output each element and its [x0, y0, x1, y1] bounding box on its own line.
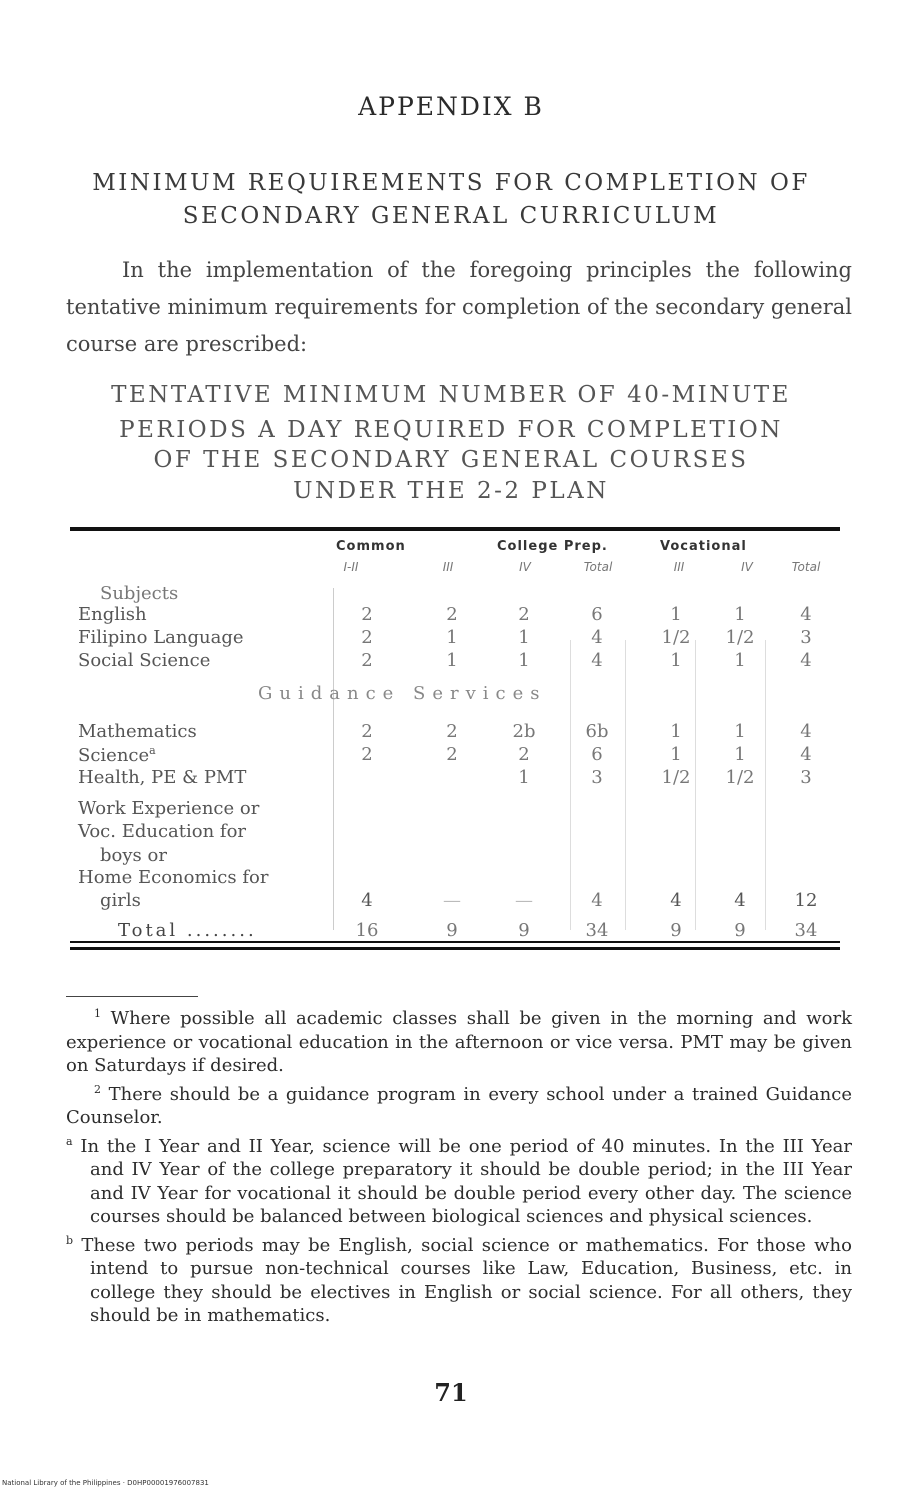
cell-total-college-total: 34: [585, 920, 609, 941]
work-label-line-5: girls: [100, 890, 141, 911]
cell-social-voc-total: 4: [800, 650, 812, 671]
cell-filipino-common-1-2: 2: [361, 627, 373, 648]
cell-health-college-total: 3: [591, 767, 603, 788]
cell-health-college-4: 1: [518, 767, 530, 788]
cell-math-college-total: 6b: [585, 721, 609, 742]
cell-filipino-college-4: 1: [518, 627, 530, 648]
work-label-line-3: boys or: [100, 845, 167, 866]
cell-science-common-1-2: 2: [361, 744, 373, 765]
cell-social-common-3: 1: [446, 650, 458, 671]
column-divider: [570, 640, 571, 930]
intro-paragraph: [66, 252, 852, 363]
cell-science-voc-4: 1: [734, 744, 746, 765]
footnote-1: [66, 1002, 852, 1078]
cell-work-voc-3: 4: [670, 890, 682, 911]
column-divider: [625, 640, 626, 930]
cell-health-voc-3: 1/2: [661, 767, 691, 788]
subhead-voc-3: III: [673, 560, 685, 574]
cell-science-college-4: 2: [518, 744, 530, 765]
footnote-a-mark: a: [66, 1134, 73, 1148]
cell-social-voc-4: 1: [734, 650, 746, 671]
row-label-english: English: [78, 604, 147, 625]
column-divider: [333, 588, 334, 930]
cell-work-common-1-2: 4: [361, 890, 373, 911]
footnote-2: [66, 1078, 852, 1130]
cell-work-college-4: —: [515, 890, 533, 911]
table-bottom-rule: [70, 941, 840, 943]
group-header-college-prep: College Prep.: [497, 539, 608, 554]
cell-english-common-1-2: 2: [361, 604, 373, 625]
cell-math-common-3: 2: [446, 721, 458, 742]
cell-filipino-college-total: 4: [591, 627, 603, 648]
cell-math-college-4: 2b: [512, 721, 536, 742]
cell-science-college-total: 6: [591, 744, 603, 765]
cell-english-common-3: 2: [446, 604, 458, 625]
cell-health-voc-4: 1/2: [725, 767, 755, 788]
footnote-2-text: There should be a guidance program in every school under a trained Guidance Counselor.: [66, 1083, 852, 1128]
cell-english-college-total: 6: [591, 604, 603, 625]
table-title-line-1: TENTATIVE MINIMUM NUMBER OF 40-MINUTE: [111, 382, 791, 408]
row-label-social-science: Social Science: [78, 650, 211, 671]
footnotes: [66, 1002, 852, 1328]
subjects-heading: Subjects: [100, 583, 179, 604]
footnote-b-mark: b: [66, 1233, 74, 1247]
science-footnote-mark: a: [149, 744, 156, 757]
cell-filipino-voc-total: 3: [800, 627, 812, 648]
row-label-science-text: Science: [78, 745, 150, 766]
footnote-a-text: In the I Year and II Year, science will be one period of 40 minutes. In the III Year and IV Year of the college preparatory it should be double period; in the III Year and IV Year for vocational it should be double period every other day. The science courses should be balanced between biological sciences and physical sciences.: [80, 1135, 852, 1227]
cell-social-common-1-2: 2: [361, 650, 373, 671]
column-divider: [765, 640, 766, 930]
row-label-science: [78, 744, 156, 766]
cell-total-college-4: 9: [518, 920, 530, 941]
work-label-line-2: Voc. Education for: [78, 821, 247, 842]
cell-work-common-3: —: [443, 890, 461, 911]
subhead-college-4: IV: [519, 560, 531, 574]
table-title-line-2: PERIODS A DAY REQUIRED FOR COMPLETION: [119, 417, 783, 443]
table-top-rule: [70, 527, 840, 531]
appendix-heading: APPENDIX B: [358, 92, 544, 121]
footnote-a: [66, 1130, 852, 1229]
cell-math-voc-3: 1: [670, 721, 682, 742]
cell-english-voc-3: 1: [670, 604, 682, 625]
intro-text: In the implementation of the foregoing principles the following tentative minimum requirements for completion of the secondary general course are prescribed:: [66, 258, 852, 356]
cell-work-voc-4: 4: [734, 890, 746, 911]
cell-total-common-1-2: 16: [355, 920, 379, 941]
subhead-college-total: Total: [583, 560, 613, 574]
cell-total-voc-4: 9: [734, 920, 746, 941]
row-label-mathematics: Mathematics: [78, 721, 197, 742]
footnote-1-mark: 1: [94, 1007, 101, 1020]
cell-social-voc-3: 1: [670, 650, 682, 671]
cell-math-common-1-2: 2: [361, 721, 373, 742]
work-label-line-4: Home Economics for: [78, 867, 269, 888]
cell-health-voc-total: 3: [800, 767, 812, 788]
cell-filipino-voc-4: 1/2: [725, 627, 755, 648]
cell-social-college-4: 1: [518, 650, 530, 671]
row-label-health-pe-pmt: Health, PE & PMT: [78, 767, 247, 788]
footnote-b: [66, 1229, 852, 1328]
table-bottom-rule-thick: [70, 947, 840, 950]
cell-total-voc-3: 9: [670, 920, 682, 941]
subhead-common-3: III: [442, 560, 454, 574]
cell-math-voc-4: 1: [734, 721, 746, 742]
cell-science-common-3: 2: [446, 744, 458, 765]
subhead-voc-4: IV: [741, 560, 753, 574]
main-title-line-1: MINIMUM REQUIREMENTS FOR COMPLETION OF: [92, 170, 810, 196]
cell-math-voc-total: 4: [800, 721, 812, 742]
group-header-common: Common: [336, 539, 406, 554]
main-title-line-2: SECONDARY GENERAL CURRICULUM: [182, 203, 720, 229]
cell-filipino-voc-3: 1/2: [661, 627, 691, 648]
cell-english-college-4: 2: [518, 604, 530, 625]
work-label-line-1: Work Experience or: [78, 798, 260, 819]
cell-total-voc-total: 34: [794, 920, 818, 941]
group-header-vocational: Vocational: [660, 539, 747, 554]
cell-filipino-common-3: 1: [446, 627, 458, 648]
cell-science-voc-3: 1: [670, 744, 682, 765]
cell-social-college-total: 4: [591, 650, 603, 671]
footnote-2-mark: 2: [94, 1082, 101, 1096]
cell-work-voc-total: 12: [794, 890, 818, 911]
cell-total-common-3: 9: [446, 920, 458, 941]
table-title-line-4: UNDER THE 2-2 PLAN: [293, 478, 609, 504]
footnote-1-text: Where possible all academic classes shall be given in the morning and work experience or vocational education in the afternoon or vice versa. PMT may be given on Saturdays if desired.: [66, 1008, 852, 1076]
table-title-line-3: OF THE SECONDARY GENERAL COURSES: [153, 447, 749, 473]
cell-science-voc-total: 4: [800, 744, 812, 765]
subhead-voc-total: Total: [791, 560, 821, 574]
guidance-services-row: Guidance Services: [258, 683, 547, 704]
library-credit: National Library of the Philippines · D0HP00001976007831: [2, 1479, 209, 1487]
footnote-separator: [66, 996, 198, 997]
subhead-common-1-2: I-II: [343, 560, 359, 574]
page-number: 71: [434, 1378, 468, 1407]
cell-work-college-total: 4: [591, 890, 603, 911]
cell-english-voc-total: 4: [800, 604, 812, 625]
row-label-total: Total ........: [118, 920, 257, 941]
footnote-b-text: These two periods may be English, social science or mathematics. For those who intend to pursue non-technical courses like Law, Education, Business, etc. in college they should be electives in English or social science. For all others, they should be in mathematics.: [81, 1234, 852, 1326]
cell-english-voc-4: 1: [734, 604, 746, 625]
row-label-filipino: Filipino Language: [78, 627, 244, 648]
